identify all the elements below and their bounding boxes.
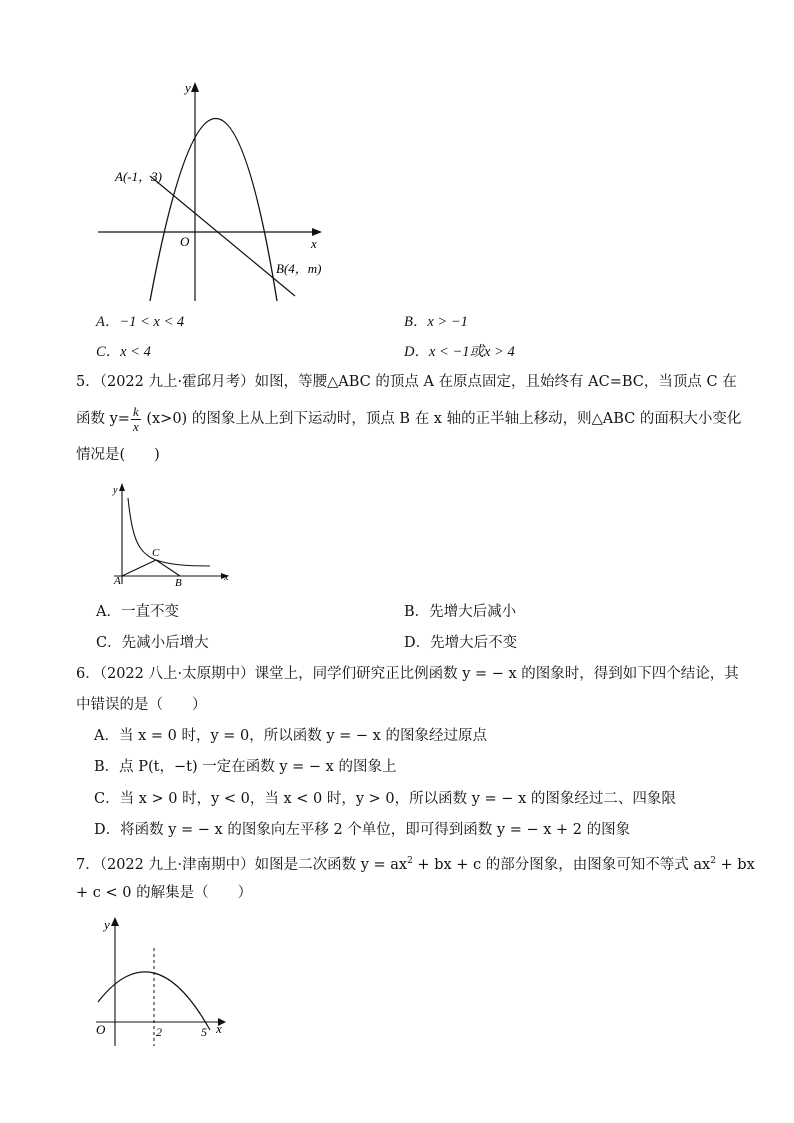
q4-option-c[interactable]: C．x < 4 <box>96 344 151 360</box>
q7-fig-5: 5 <box>201 1025 207 1039</box>
q5-option-a[interactable]: A．一直不变 <box>96 604 179 620</box>
q6-option-b[interactable]: B．点 P(t，−t) 一定在函数 y = − x 的图象上 <box>94 759 397 775</box>
q5-fig-x: x <box>224 572 229 583</box>
q5-fraction <box>131 405 141 434</box>
q6-option-d[interactable]: D．将函数 y = − x 的图象向左平移 2 个单位，即可得到函数 y = − x + 2 的图象 <box>94 822 631 838</box>
q7-line1-post: + bx <box>715 856 755 873</box>
q6-option-c[interactable]: C．当 x > 0 时，y < 0，当 x < 0 时，y > 0，所以函数 y = − x 的图象经过二、四象限 <box>94 791 676 807</box>
q5-frac-den: x <box>132 418 139 434</box>
q6-option-a[interactable]: A．当 x = 0 时，y = 0，所以函数 y = − x 的图象经过原点 <box>94 728 487 744</box>
q6-text-line2: 中错误的是（ ） <box>76 697 207 713</box>
q7-line1-mid: + bx + c 的部分图象，由图象可知不等式 ax <box>412 856 711 873</box>
figure-parabola-line <box>90 76 340 306</box>
q5-line2-pre: 函数 y= <box>76 411 130 427</box>
q4-option-a[interactable]: A．−1 < x < 4 <box>96 314 185 330</box>
q5-fig-a: A <box>114 575 121 587</box>
q5-fig-c: C <box>152 547 160 559</box>
q7-fig-o: O <box>96 1022 106 1037</box>
q5-text-line3: 情况是( ) <box>76 447 160 463</box>
origin-label: O <box>180 234 190 249</box>
q5-fig-b: B <box>175 577 182 588</box>
q5-line2-post: (x>0) 的图象上从上到下运动时，顶点 B 在 x 轴的正半轴上移动，则△ABC 的面积大小变化 <box>141 411 742 427</box>
q5-fig-y: y <box>113 485 118 496</box>
point-b-label: B(4，m) <box>276 261 322 276</box>
q4-option-b[interactable]: B．x > −1 <box>404 314 468 330</box>
point-a-label: A(-1，3) <box>115 169 162 184</box>
q7-fig-y: y <box>104 917 110 932</box>
q7-fig-x: x <box>216 1021 222 1036</box>
axis-y-label: y <box>185 80 191 95</box>
q7-sup-1: 2 <box>407 856 413 866</box>
axis-x-label: x <box>311 236 317 251</box>
q7-line1-pre: 7．（2022 九上·津南期中）如图是二次函数 y = ax <box>76 856 408 873</box>
q6-text-line1: 6．（2022 八上·太原期中）课堂上，同学们研究正比例函数 y = − x 的图象时，得到如下四个结论，其 <box>76 666 739 682</box>
q7-text-line1 <box>76 851 755 875</box>
q5-option-b[interactable]: B．先增大后减小 <box>404 604 517 620</box>
q5-text-line2 <box>76 404 741 434</box>
q4-option-d[interactable]: D．x < −1或x > 4 <box>404 344 515 360</box>
q5-frac-num: k <box>132 403 139 419</box>
figure-hyperbola-triangle <box>108 478 238 588</box>
figure-quadratic <box>88 912 238 1052</box>
q7-text-line2: + c < 0 的解集是（ ） <box>76 885 253 901</box>
q5-option-d[interactable]: D．先增大后不变 <box>404 635 518 651</box>
q5-option-c[interactable]: C．先减小后增大 <box>96 635 209 651</box>
q5-text-line1: 5．（2022 九上·霍邱月考）如图，等腰△ABC 的顶点 A 在原点固定，且始终有 AC=BC，当顶点 C 在 <box>76 374 737 390</box>
q7-sup-2: 2 <box>710 856 716 866</box>
q7-fig-2: 2 <box>156 1025 162 1039</box>
